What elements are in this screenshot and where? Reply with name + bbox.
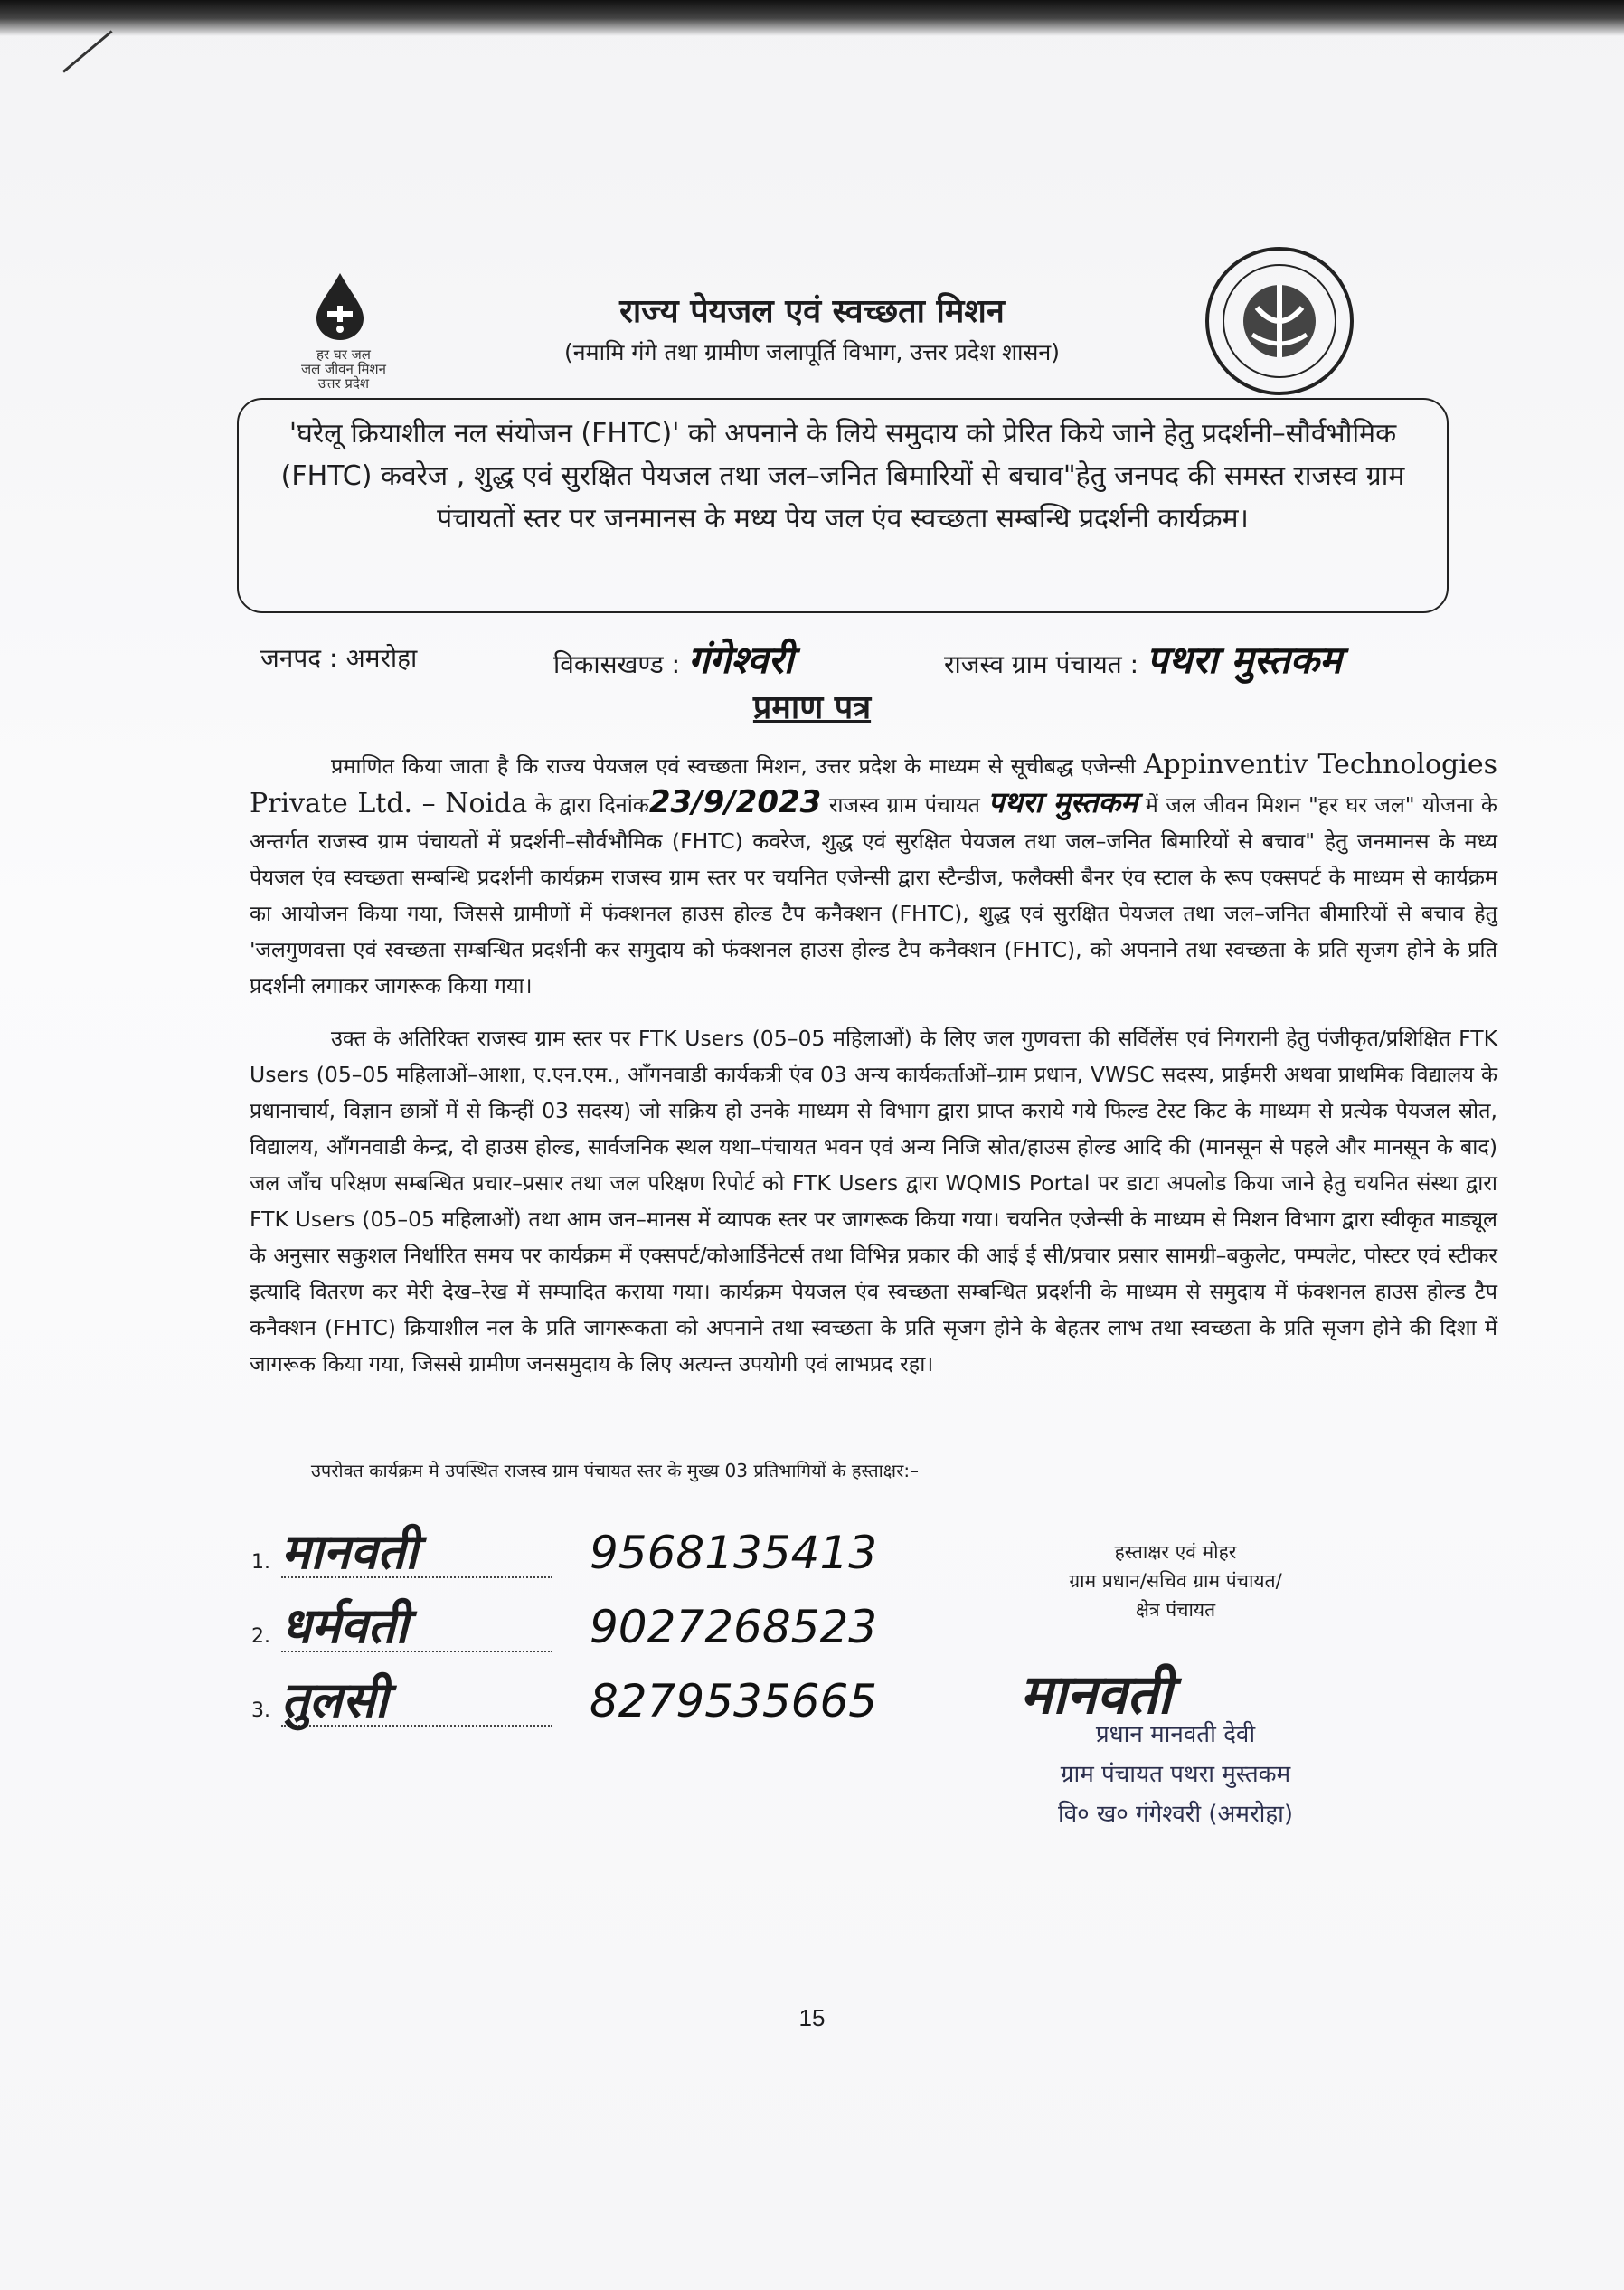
agency-name: Appinventiv Technologies Private Ltd. – Noida xyxy=(250,749,1497,819)
para1-panchayat: पथरा मुस्तकम xyxy=(987,785,1138,819)
signatory-signature: धर्मवती xyxy=(281,1602,552,1652)
signatory-row xyxy=(251,1523,878,1580)
signatory-signature: मानवती xyxy=(281,1528,552,1578)
program-date: 23/9/2023 xyxy=(648,784,822,820)
panchayat-field xyxy=(944,633,1342,685)
signatory-number: 1. xyxy=(251,1551,270,1574)
stamp-line-2: ग्राम प्रधान/सचिव ग्राम पंचायत/ xyxy=(1069,1570,1282,1592)
organization-title: राज्य पेयजल एवं स्वच्छता मिशन xyxy=(619,293,1005,330)
logo-caption: हर घर जल जल जीवन मिशन उत्तर प्रदेश xyxy=(301,346,386,392)
signatory-number: 3. xyxy=(251,1699,270,1722)
certificate-title: प्रमाण पत्र xyxy=(752,689,872,726)
block-value: गंगेश्वरी xyxy=(687,638,794,682)
district-value: अमरोहा xyxy=(345,643,418,673)
signatory-phone: 9568135413 xyxy=(590,1527,878,1579)
seal-line-2: ग्राम पंचायत पथरा मुस्तकम xyxy=(1060,1761,1291,1788)
official-seal xyxy=(1004,1715,1347,1834)
district-field xyxy=(260,640,417,675)
para1-part1: प्रमाणित किया जाता है कि राज्य पेयजल एवं स्वच्छता मिशन, उत्तर प्रदेश के माध्यम से सूचीबद्ध एजेन्सी xyxy=(331,753,1136,779)
para1-part2: के द्वारा दिनांक xyxy=(534,792,649,818)
page-number: 15 xyxy=(798,2004,826,2031)
signature-stamp-caption xyxy=(986,1538,1365,1624)
scan-shadow xyxy=(0,0,1624,36)
signatory-phone: 9027268523 xyxy=(590,1601,878,1653)
organization-subtitle: (नमामि गंगे तथा ग्रामीण जलापूर्ति विभाग, उत्तर प्रदेश शासन) xyxy=(563,339,1061,365)
block-field xyxy=(553,633,794,685)
stamp-line-1: हस्ताक्षर एवं मोहर xyxy=(1114,1541,1237,1563)
panchayat-label: राजस्व ग्राम पंचायत : xyxy=(944,649,1138,679)
signatory-signature: तुलसी xyxy=(281,1676,552,1727)
stamp-line-3: क्षेत्र पंचायत xyxy=(1135,1599,1216,1621)
district-label: जनपद : xyxy=(260,643,338,673)
pradhan-signature: मानवती xyxy=(1020,1663,1172,1727)
paragraph-2: उक्त के अतिरिक्त राजस्व ग्राम स्तर पर FTK Users (05–05 महिलाओं) के लिए जल गुणवत्ता की सर्विलेंस एवं निगरानी हेतु पंजीकृत/प्रशिक्षित FTK Users (05–05 महिलाओं–आशा, ए.एन.एम., आँगनवाडी कार्यकत्री एंव 03 अन्य कार्यकर्ताओं–ग्राम प्रधान, VWSC सदस्य, प्राईमरी अथवा प्राथमिक विद्यालय के प्रधानाचार्य, विज्ञान छात्रों में से किन्हीं 03 सदस्य) जो सक्रिय हो उनके माध्यम से विभाग द्वारा प्राप्त कराये गये फिल्ड टेस्ट किट के माध्यम से प्रत्येक पेयजल स्रोत, विद्यालय, आँगनवाडी केन्द्र, दो हाउस होल्ड, सार्वजनिक स्थल यथा–पंचायत भवन एवं अन्य निजि स्रोत/हाउस होल्ड आदि की (मानसून से पहले और मानसून के बाद) जल जाँच परिक्षण सम्बन्धित प्रचार–प्रसार तथा जल परिक्षण रिपोर्ट को FTK Users द्वारा WQMIS Portal पर डाटा अपलोड किया जाने हेतु चयनित संस्था द्वारा FTK Users (05–05 महिलाओं) तथा आम जन–मानस में व्यापक स्तर पर जागरूक किया गया। चयनित एजेन्सी के माध्यम से मिशन विभाग द्वारा स्वीकृत माड्यूल के अनुसार सकुशल निर्धारित समय पर कार्यक्रम में एक्सपर्ट/कोआर्डिनेटर्स तथा विभिन्न प्रकार की आई ई सी/प्रचार प्रसार सामग्री–बकुलेट, पम्पलेट, पोस्टर एवं स्टीकर इत्यादि वितरण कर मेरी देख–रेख में सम्पादित कराया गया। कार्यक्रम पेयजल एंव स्वच्छता सम्बन्धित प्रदर्शनी के माध्यम से समुदाय में फंक्शनल हाउस होल्ड टैप कनैक्शन (FHTC) क्रियाशील नल के प्रति जागरूकता को अपनाने तथा स्वच्छता के प्रति सृजग होने के बेहतर लाभ तथा स्वच्छता के प्रति सृजग होने की दिशा में जागरूक किया गया, जिससे ग्रामीण जनसमुदाय के लिए अत्यन्त उपयोगी एवं लाभप्रद रहा। xyxy=(250,1026,1497,1377)
para1-part4: में जल जीवन मिशन "हर घर जल" योजना के अन्तर्गत राजस्व ग्राम पंचायतों में प्रदर्शनी–सौर्वभौमिक (FHTC) कवरेज, शुद्ध एवं सुरक्षित पेयजल तथा जल–जनित बिमारियों से बचाव" हेतु जनमानस के मध्य पेयजल एंव स्वच्छता सम्बन्धि प्रदर्शनी कार्यक्रम राजस्व ग्राम स्तर पर चयनित एजेन्सी द्वारा स्टैन्डीज, फलैक्सी बैनर एंव स्टाल के रूप एक्सपर्ट के माध्यम से कार्यक्रम का आयोजन किया गया, जिससे ग्रामीणों में फंक्शनल हाउस होल्ड टैप कनैक्शन (FHTC), शुद्ध एवं सुरक्षित पेयजल तथा जल–जनित बीमारियों से बचाव हेतु 'जलगुणवत्ता एवं स्वच्छता सम्बन्धित प्रदर्शनी कर समुदाय को फंक्शनल हाउस होल्ड टैप कनैक्शन (FHTC), को अपनाने तथा स्वच्छता के प्रति सृजग होने के प्रति प्रदर्शनी लगाकर जागरूक किया गया। xyxy=(250,792,1497,998)
seal-line-1: प्रधान मानवती देवी xyxy=(1095,1721,1256,1748)
seal-line-3: वि० ख० गंगेश्वरी (अमरोहा) xyxy=(1057,1801,1294,1828)
para1-part3: राजस्व ग्राम पंचायत xyxy=(828,792,980,818)
signatories-intro: उपरोक्त कार्यक्रम मे उपस्थित राजस्व ग्राम पंचायत स्तर के मुख्य 03 प्रतिभागियों के हस्ताक्षर:– xyxy=(310,1460,920,1481)
signatory-phone: 8279535665 xyxy=(590,1675,878,1727)
signatory-row xyxy=(251,1597,878,1654)
pen-mark xyxy=(62,30,113,72)
panchayat-value: पथरा मुस्तकम xyxy=(1146,638,1343,682)
signatory-number: 2. xyxy=(251,1625,270,1648)
paragraph-1 xyxy=(250,747,1497,1004)
signatory-row xyxy=(251,1671,878,1728)
block-label: विकासखण्ड : xyxy=(553,649,681,679)
program-description-box: 'घरेलू क्रियाशील नल संयोजन (FHTC)' को अपनाने के लिये समुदाय को प्रेरित किये जाने हेतु प्रदर्शनी–सौर्वभौमिक (FHTC) कवरेज , शुद्ध एवं सुरक्षित पेयजल तथा जल–जनित बिमारियों से बचाव"हेतु जनपद की समस्त राजस्व ग्राम पंचायतों स्तर पर जनमानस के मध्य पेय जल एंव स्वच्छता सम्बन्धि प्रदर्शनी कार्यक्रम। xyxy=(237,398,1449,613)
